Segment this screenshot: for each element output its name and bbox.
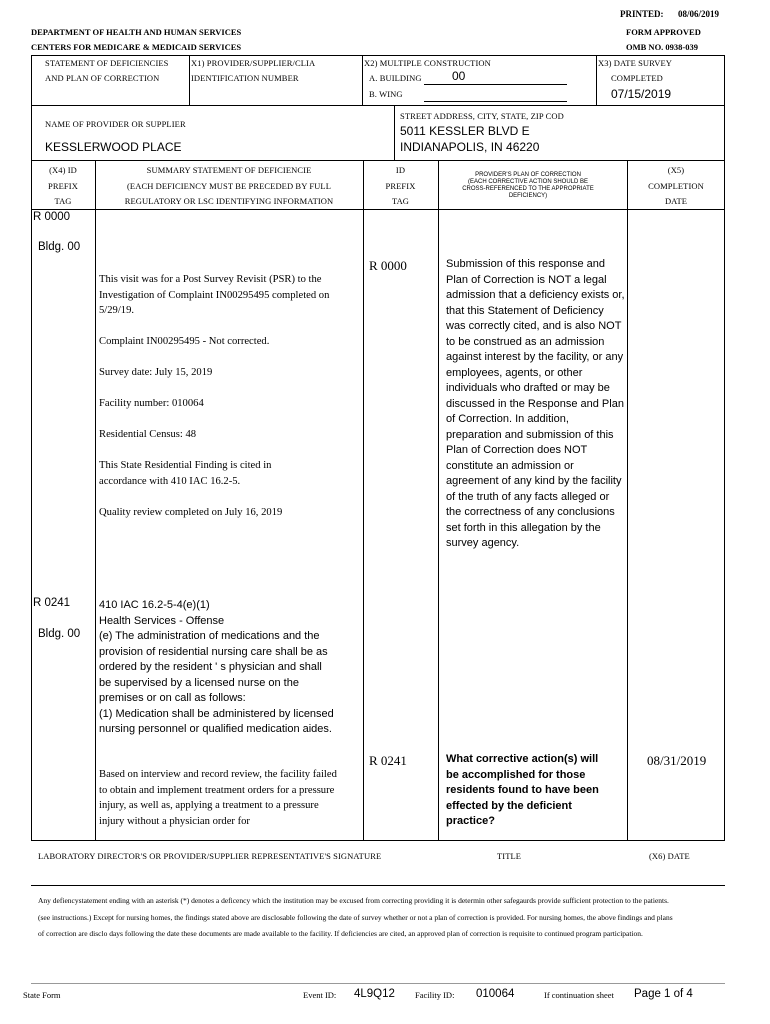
r0241-building: Bldg. 00: [38, 628, 81, 640]
r0000-paragraph-7: Quality review completed on July 16, 2019: [99, 507, 283, 518]
event-id-value: 4L9Q12: [354, 988, 395, 1000]
facility-id-label: Facility ID:: [415, 990, 455, 1000]
x2-label: X2) MULTIPLE CONSTRUCTION: [364, 58, 491, 68]
statement-label-2: AND PLAN OF CORRECTION: [45, 73, 160, 83]
building-value: 00: [452, 69, 466, 83]
header-row-rule: [31, 105, 725, 106]
r0241-tag: R 0241: [33, 597, 71, 609]
header-top-rule: [31, 55, 725, 56]
header-divider-2: [362, 55, 363, 105]
provider-label: NAME OF PROVIDER OR SUPPLIER: [45, 119, 186, 129]
header-left-edge: [31, 55, 32, 105]
body-divider-3: [438, 160, 439, 840]
plan-label-4: DEFICIENCY): [508, 193, 548, 199]
street-label: STREET ADDRESS, CITY, STATE, ZIP COD: [400, 111, 564, 121]
printed-label: PRINTED:: [620, 9, 664, 19]
r0241-plan-question: What corrective action(s) will be accomplished for those residents found to have been effected by the deficient practice?: [446, 753, 599, 827]
r0241-completion-date: 08/31/2019: [647, 753, 707, 768]
r0000-paragraph-3: Survey date: July 15, 2019: [99, 367, 213, 378]
printed-date: 08/06/2019: [678, 9, 720, 19]
summary-label-1: SUMMARY STATEMENT OF DEFICIENCIE: [146, 165, 312, 175]
form-approved: FORM APPROVED: [626, 27, 701, 37]
r0000-paragraph-5: Residential Census: 48: [99, 429, 197, 440]
x1-label-2: IDENTIFICATION NUMBER: [191, 73, 299, 83]
x4-tag-label: TAG: [54, 196, 72, 206]
x4-id-label: (X4) ID: [49, 165, 77, 175]
centers-name: CENTERS FOR MEDICARE & MEDICAID SERVICES: [31, 42, 242, 52]
street-address: 5011 KESSLER BLVD E: [400, 124, 530, 138]
omb-number: OMB NO. 0938-039: [626, 42, 699, 52]
continuation-label: If continuation sheet: [544, 990, 614, 1000]
building-label: A. BUILDING: [369, 73, 422, 83]
x1-label-1: X1) PROVIDER/SUPPLIER/CLIA: [191, 58, 316, 68]
r0000-right-tag: R 0000: [369, 258, 407, 273]
r0000-paragraph-2: Complaint IN00295495 - Not corrected.: [99, 336, 270, 347]
survey-date: 07/15/2019: [611, 87, 672, 101]
department-name: DEPARTMENT OF HEALTH AND HUMAN SERVICES: [31, 27, 242, 37]
plan-label-1: PROVIDER'S PLAN OF CORRECTION: [475, 172, 581, 178]
event-id-label: Event ID:: [303, 990, 337, 1000]
disclaimer-text: Any defiencystatement ending with an asterisk (*) denotes a deficency which the institution may be excused from correcting providing it is determin other safegaurds provide sufficient protection to the patients. (see instructions.) Except for nursing homes, the findings stated above are disclosable following the date of survey whether or not a plan of correction is provided. For nursing homes, the above findings and plans of correction are disclo days following the date these documents are made available to the facility. If deficiencies are cited, an approved plan of correction is requisite to continued program participation.: [38, 896, 673, 938]
provider-divider: [394, 105, 395, 160]
body-left-edge: [31, 160, 32, 840]
summary-label-3: REGULATORY OR LSC IDENTIFYING INFORMATION: [124, 196, 334, 206]
page-number: Page 1 of 4: [634, 988, 693, 1000]
r0000-tag: R 0000: [33, 211, 71, 223]
id-label: ID: [395, 165, 406, 175]
r0000-paragraph-1: This visit was for a Post Survey Revisit (PSR) to the Investigation of Complaint IN00295495 completed on 5/29/19.: [99, 274, 330, 316]
title-label: TITLE: [497, 851, 522, 861]
r0241-right-tag: R 0241: [369, 753, 407, 768]
city-state-zip: INDIANAPOLIS, IN 46220: [400, 140, 540, 154]
body-bottom-rule: [31, 840, 725, 841]
x3-label-1: X3) DATE SURVEY: [598, 58, 673, 68]
x5-label: (X5): [667, 165, 685, 175]
footer-rule: [31, 983, 725, 984]
state-form-label: State Form: [23, 990, 61, 1000]
x5-completion-label: COMPLETION: [648, 181, 704, 191]
provider-right-edge: [724, 105, 725, 160]
summary-label-2: (EACH DEFICIENCY MUST BE PRECEDED BY FULL: [126, 181, 332, 191]
body-divider-1: [95, 160, 96, 840]
x4-prefix-label: PREFIX: [48, 181, 78, 191]
x3-label-2: COMPLETED: [611, 73, 663, 83]
plan-label-3: CROSS-REFERENCED TO THE APPROPRIATE: [462, 186, 594, 192]
wing-label: B. WING: [369, 89, 403, 99]
body-divider-2: [363, 160, 364, 840]
signature-label: LABORATORY DIRECTOR'S OR PROVIDER/SUPPLIER REPRESENTATIVE'S SIGNATURE: [38, 851, 382, 861]
header-divider-3: [596, 55, 597, 105]
r0000-paragraph-6: This State Residential Finding is cited in accordance with 410 IAC 16.2-5.: [99, 460, 272, 487]
plan-label-2: (EACH CORRECTIVE ACTION SHOULD BE: [467, 179, 589, 185]
statement-label-1: STATEMENT OF DEFICIENCIES: [45, 58, 169, 68]
header-divider-1: [189, 55, 190, 105]
signature-bottom-rule: [31, 885, 725, 886]
r0000-building: Bldg. 00: [38, 241, 81, 253]
facility-id-value: 010064: [476, 988, 515, 1000]
provider-name: KESSLERWOOD PLACE: [45, 140, 182, 154]
building-underline: [424, 84, 567, 85]
header-right-edge: [724, 55, 725, 105]
r0000-plan-text: Submission of this response and Plan of Correction is NOT a legal admission that a deficiency exists or, that this Statement of Deficiency was correctly cited, and is also NOT to be construed as an admission against interest by the facility, or any employees, agents, or other individuals who drafted or may be discussed in the Response and Plan of Correction. In addition, preparation and submission of this Plan of Correction does NOT constitute an admission or agreement of any kind by the facility of the truth of any facts alleged or the correctness of any conclusions set forth in this allegation by the survey agency.: [446, 258, 625, 549]
wing-underline: [424, 101, 567, 102]
body-divider-4: [627, 160, 628, 840]
id-prefix-label: PREFIX: [385, 181, 416, 191]
provider-left-edge: [31, 105, 32, 160]
column-header-rule: [31, 209, 725, 210]
r0241-finding-text: Based on interview and record review, the facility failed to obtain and implement treatment orders for a pressure injury, as well as, applying a treatment to a pressure injury without a physician order for: [99, 769, 337, 827]
r0241-regulation-text: 410 IAC 16.2-5-4(e)(1) Health Services - Offense (e) The administration of medications and the provision of residential nursing care shall be as ordered by the resident ' s physician and shall be supervised by a licensed nurse on the premises or on call as follows: (1) Medication shall be administered by licensed nursing personnel or qualified medication aides.: [99, 599, 334, 735]
body-right-edge: [724, 160, 725, 840]
id-tag-label: TAG: [391, 196, 410, 206]
r0000-paragraph-4: Facility number: 010064: [99, 398, 204, 409]
x5-date-label: DATE: [664, 196, 688, 206]
x6-date-label: (X6) DATE: [649, 851, 690, 861]
provider-row-rule: [31, 160, 725, 161]
